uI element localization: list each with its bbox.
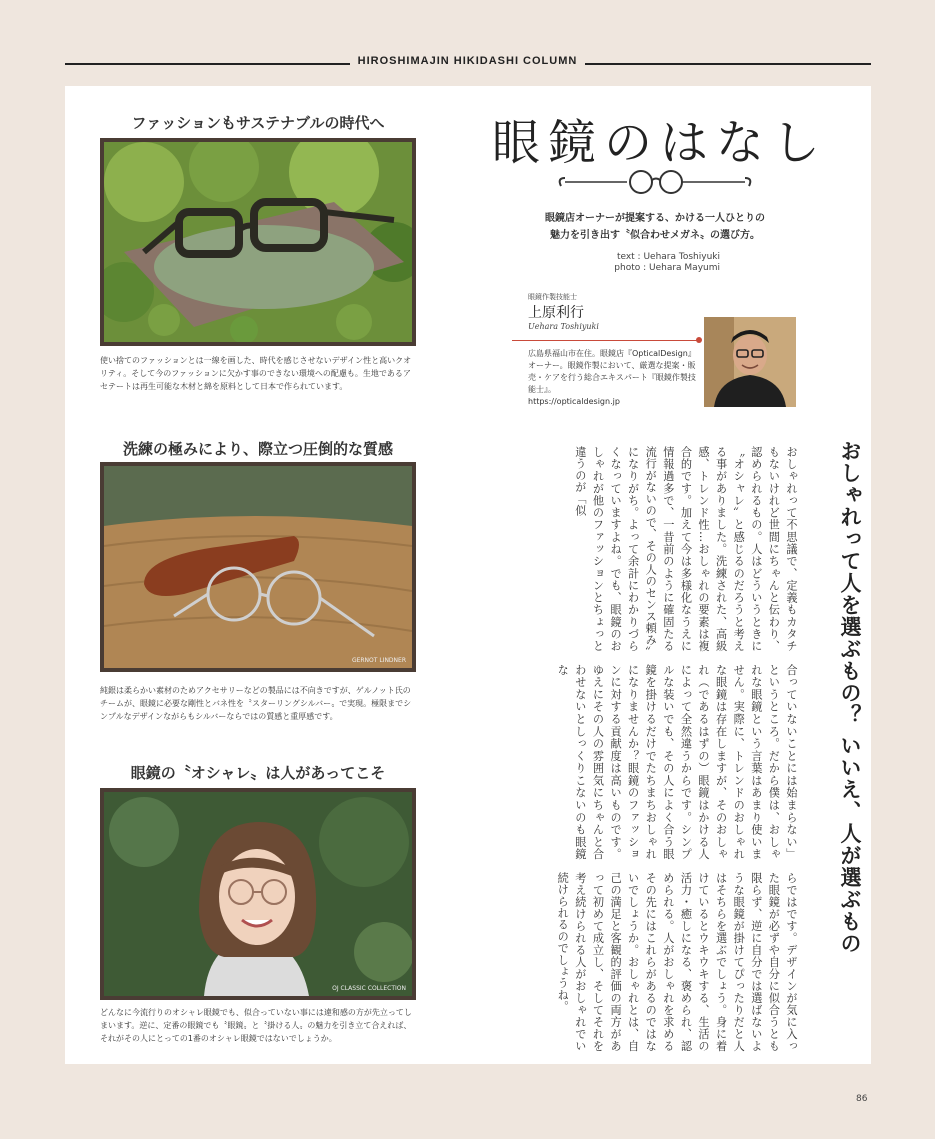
- woman-portrait-illustration: [104, 792, 412, 996]
- profile-name-roman: Uehara Toshiyuki: [528, 322, 599, 331]
- section-2-title: 洗練の極みにより、際立つ圧倒的な質感: [122, 440, 393, 458]
- section-1-caption: 使い捨てのファッションとは一線を画した、時代を感じさせないデザイン性と高いクオリティ。そして今のファッションに欠かす事のできない環境への配慮も。生地であるアセテートは再生可能な木材と綿を原料として日本で作られています。: [100, 356, 412, 391]
- section-2-caption: 純銀は柔らかい素材のためアクセサリーなどの製品には不向きですが、ゲルノット氏のチームが、眼鏡に必要な剛性とバネ性を〝スターリングシルバー〟で実現。極限までシンプルなデザインながらもシルバーならではの質感と重厚感です。: [100, 686, 412, 721]
- section-3-title: 眼鏡の〝オシャレ〟は人があってこそ: [130, 764, 386, 782]
- silver-glasses-illustration: [104, 466, 412, 668]
- acetate-glasses-illustration: [104, 142, 412, 342]
- photo-acetate-glasses: [100, 138, 416, 346]
- section-1-title: ファッションもサステナブルの時代へ: [131, 114, 385, 132]
- profile-divider-dot: [696, 337, 702, 343]
- profile-photo: [704, 317, 796, 407]
- section-3-caption: どんなに今流行りのオシャレ眼鏡でも、似合っていない事には違和感の方が先立ってしまいます。逆に、定番の眼鏡でも〝眼鏡〟と〝掛ける人〟の魅力を引き立て合えれば、それがその人にとっての1番のオシャレ眼鏡ではないでしょうか。: [100, 1008, 412, 1043]
- article-body-col-2: 合っていないことには始まらない」というところ。だから僕は、おしゃれな眼鏡という言葉はあまり使いません。実際に、トレンドのおしゃれな眼鏡は存在しますが、そのおしゃれ（であるはずの）眼鏡はかける人によって全然違うからです。シンプルな装いでも、その人によく合う眼鏡を掛けるだけでたちまちおしゃれになりませんか？眼鏡のファッションに対する貢献度は高いものです。ゆえにその人の雰囲気にちゃんと合わせないとしっくりこないのも眼鏡な: [556, 664, 798, 860]
- article-headline: おしゃれって人を選ぶもの？ いいえ、人が選ぶもの: [838, 440, 862, 955]
- page-number: 86: [856, 1094, 868, 1104]
- profile-url[interactable]: https://opticaldesign.jp: [528, 397, 620, 406]
- photo-credit-lindner: GERNOT LINDNER: [351, 657, 406, 664]
- photo-woman-glasses: [100, 788, 416, 1000]
- profile-name: 上原利行: [528, 305, 584, 321]
- author-credits: text : Uehara Toshiyuki photo : Uehara Mayumi: [614, 252, 720, 273]
- author-portrait-illustration: [704, 317, 796, 407]
- lead-text: 眼鏡店オーナーが提案する、かける一人ひとりの 魅力を引き出す〝似合わせメガネ〟の選び方。: [545, 213, 765, 241]
- glasses-ornament-icon: [555, 168, 755, 198]
- photo-credit-oj: OJ CLASSIC COLLECTION: [332, 985, 406, 992]
- profile-bio: 広島県福山市在住。眼鏡店『OpticalDesign』オーナー。眼鏡作製において、厳選な提案・販売・ケアを行う総合エキスパート『眼鏡作製技能士』。 https://opticaldesign.jp: [528, 348, 700, 408]
- profile-role: 眼鏡作製技能士: [528, 293, 577, 301]
- series-title: HIROSHIMAJIN HIKIDASHI COLUMN: [0, 55, 935, 67]
- page-title: 眼鏡のはなし: [491, 115, 828, 171]
- article-body-col-1: おしゃれって不思議で、定義もカタチもないけれど世間にちゃんと伝わり、認められるもの。人はどういうときに〝オシャレ〟と感じるのだろうと考える事がありました。洗練された、高級感、トレンド性…おしゃれの要素は複合的です。加えて今は多様化なうえに情報過多で、一昔前のように確固たる流行がないので、その人のセンス頼み〟になりがち。よって余計にわかりづらくなっていますよね。でも、眼鏡のおしゃれが他のファッションとちょっと違うのが「似: [573, 446, 798, 652]
- article-body-col-3: らではです。デザインが気に入った眼鏡が必ずや自分に似合うとも限らず、逆に自分では選ばないような眼鏡が掛けてぴったりだと人はそちらを選ぶでしょう。身に着けているとウキウキする、生活の活力・癒しになる、褒められ、認められる。人がおしゃれを求めるその先にはこれらがあるのではないでしょうか。おしゃれとは、自己の満足と客観的評価の両方があって初めて成立し、そしてそれを考え続けられる人がおしゃれでい続けられるのでしょうね。: [556, 872, 798, 1052]
- photo-silver-glasses: [100, 462, 416, 672]
- profile-divider: [512, 340, 699, 341]
